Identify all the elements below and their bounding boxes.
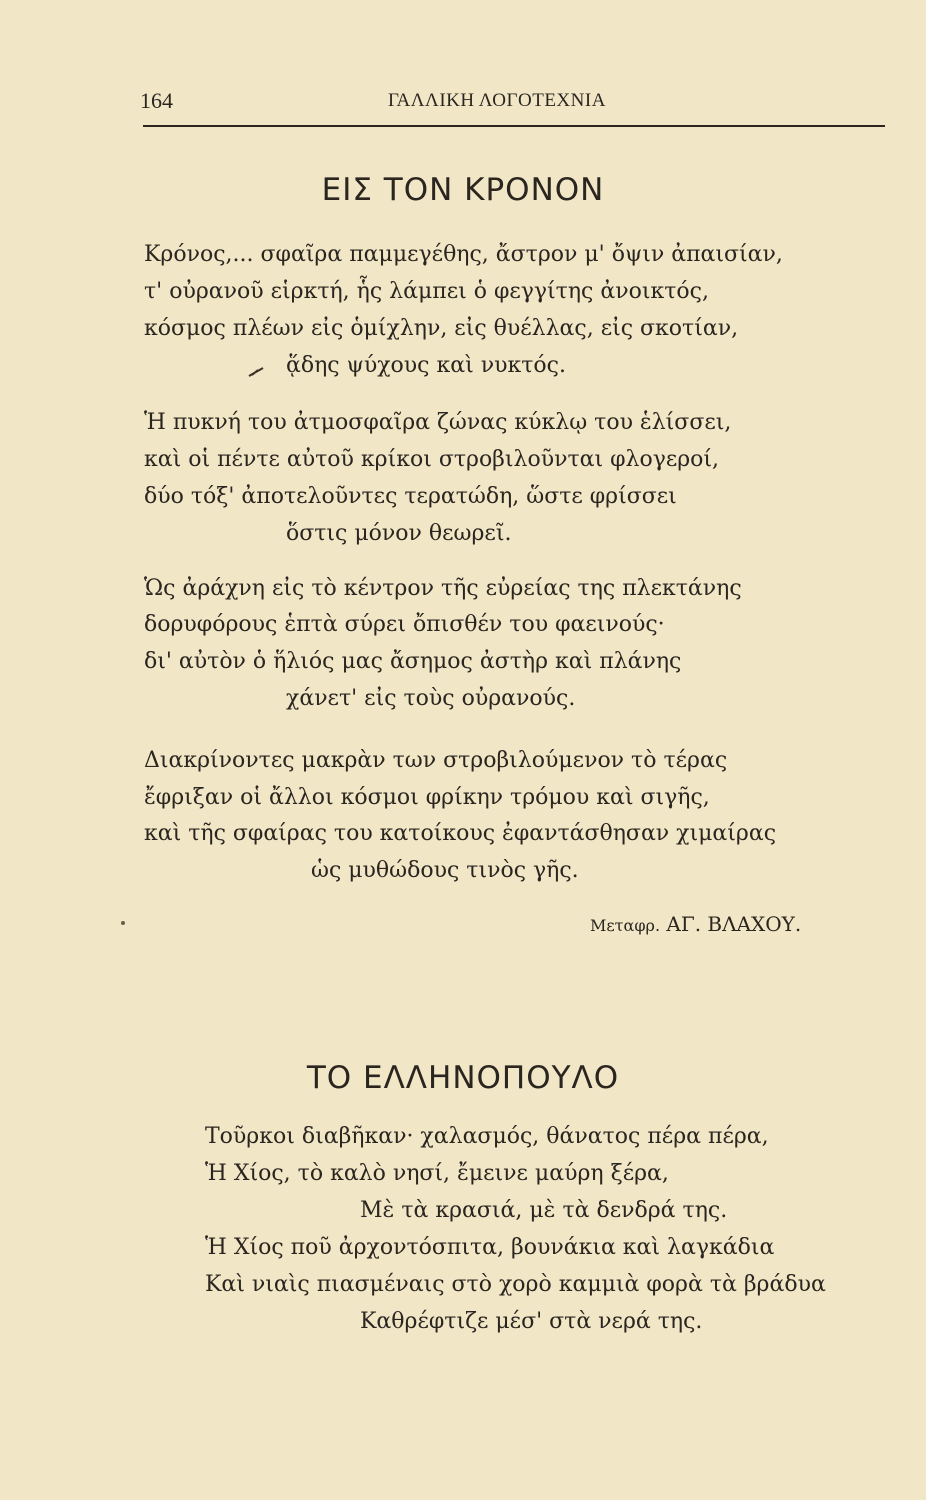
- poem-line: Καθρέφτιζε μέσ' στὰ νερά της.: [360, 1309, 703, 1334]
- poem-line: ἔφριξαν οἱ ἄλλοι κόσμοι φρίκην τρόμου καὶ σιγῆς,: [144, 785, 710, 810]
- poem-line: ὅστις μόνον θεωρεῖ.: [286, 521, 512, 546]
- poem-line: Ἡ Χίος ποῦ ἀρχοντόσπιτα, βουνάκια καὶ λαγκάδια: [205, 1235, 775, 1260]
- page-header: [140, 88, 890, 118]
- poem-line: κόσμος πλέων εἰς ὁμίχλην, εἰς θυέλλας, εἰς σκοτίαν,: [144, 316, 739, 341]
- poem-line: Ἡ Χίος, τὸ καλὸ νησί, ἔμεινε μαύρη ξέρα,: [205, 1161, 669, 1186]
- poem-line: Κρόνος,... σφαῖρα παμμεγέθης, ἄστρον μ' ὄψιν ἀπαισίαν,: [144, 242, 783, 267]
- translator-name: ΑΓ. ΒΛΑΧΟΥ.: [666, 912, 802, 936]
- poem-line: καὶ οἱ πέντε αὐτοῦ κρίκοι στροβιλοῦνται φλογεροί,: [144, 447, 720, 472]
- poem-line: ὡς μυθώδους τινὸς γῆς.: [311, 858, 579, 883]
- poem-line: Ἡ πυκνή του ἀτμοσφαῖρα ζώνας κύκλῳ του ἑλίσσει,: [144, 410, 732, 435]
- page-number: 164: [140, 88, 173, 113]
- poem-line: Τοῦρκοι διαβῆκαν· χαλασμός, θάνατος πέρα πέρα,: [205, 1124, 769, 1149]
- ink-mark: [248, 367, 264, 377]
- poem-line: καὶ τῆς σφαίρας του κατοίκους ἐφαντάσθησαν χιμαίρας: [144, 821, 777, 846]
- poem-line: δι' αὐτὸν ὁ ἥλιός μας ἄσημος ἀστὴρ καὶ πλάνης: [144, 649, 682, 674]
- header-rule: [143, 125, 885, 127]
- poem-line: τ' οὐρανοῦ εἱρκτή, ἧς λάμπει ὁ φεγγίτης ἀνοικτός,: [144, 279, 709, 304]
- translator-credit: [590, 912, 801, 936]
- poem-line: ᾅδης ψύχους καὶ νυκτός.: [286, 353, 566, 378]
- translator-prefix: Μεταφρ.: [590, 916, 661, 935]
- running-title: ΓΑΛΛΙΚΗ ΛΟΓΟΤΕΧΝΙΑ: [388, 90, 606, 111]
- ink-dot: [121, 921, 125, 925]
- poem-title: ΤΟ ΕΛΛΗΝΟΠΟΥΛΟ: [306, 1060, 620, 1096]
- poem-title: ΕΙΣ ΤΟΝ ΚΡΟΝΟΝ: [321, 172, 605, 208]
- poem-line: Διακρίνοντες μακρὰν των στροβιλούμενον τὸ τέρας: [144, 748, 728, 773]
- poem-line: Μὲ τὰ κρασιά, μὲ τὰ δενδρά της.: [360, 1198, 728, 1223]
- poem-line: Καὶ νιαὶς πιασμέναις στὸ χορὸ καμμιὰ φορὰ τὰ βράδυα: [205, 1272, 826, 1297]
- poem-line: Ὡς ἀράχνη εἰς τὸ κέντρον τῆς εὐρείας της πλεκτάνης: [144, 576, 742, 601]
- poem-line: δορυφόρους ἑπτὰ σύρει ὄπισθέν του φαεινούς·: [144, 612, 665, 637]
- poem-line: δύο τόξ' ἀποτελοῦντες τερατώδη, ὥστε φρίσσει: [144, 484, 677, 509]
- poem-line: χάνετ' εἰς τοὺς οὐρανούς.: [286, 686, 576, 711]
